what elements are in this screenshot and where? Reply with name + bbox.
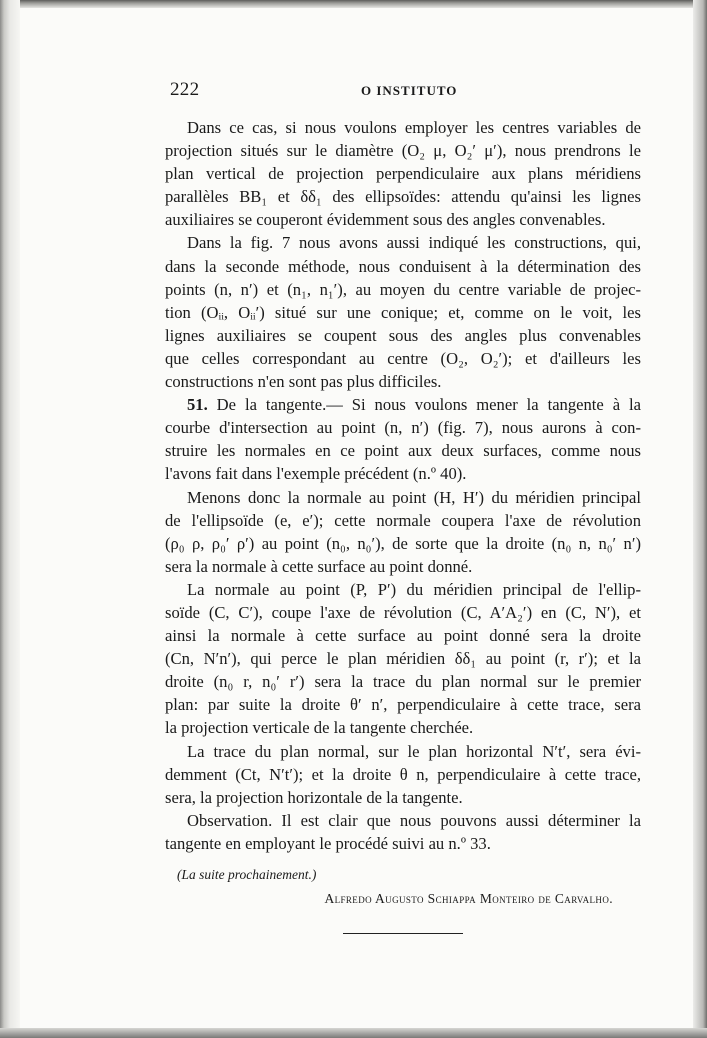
line-text: de l'ellipsoïde (e, e′); cette normale coupera l'axe de révolution: [165, 510, 641, 530]
text-line: [165, 832, 641, 855]
text-line: [165, 624, 641, 647]
text-line: [165, 301, 641, 324]
line-text: que celles correspondant au centre (O₂, O₂′); et d'ailleurs les: [165, 348, 641, 368]
text-line: [165, 439, 641, 462]
line-text: (Cn, N′n′), qui perce le plan méridien δδ₁ au point (r, r′); et la: [165, 649, 641, 669]
text-line: [165, 185, 641, 208]
line-text: sera, la projection horizontale de la tangente.: [165, 787, 463, 807]
body-text: [165, 116, 641, 855]
text-line: [165, 486, 641, 509]
text-line: [165, 462, 641, 485]
text-line: [165, 601, 641, 624]
text-line: [165, 393, 641, 416]
line-text: points (n, n′) et (n₁, n₁′), au moyen du centre variable de projec-: [165, 279, 641, 299]
paragraph: [165, 231, 641, 393]
page-number: 222: [170, 79, 200, 100]
paragraph: [165, 809, 641, 855]
text-line: [165, 647, 641, 670]
line-text: La trace du plan normal, sur le plan horizontal N′t′, sera évi-: [187, 741, 641, 761]
text-line: [165, 139, 641, 162]
continuation-note: (La suite prochainement.): [177, 867, 317, 882]
text-line: [165, 763, 641, 786]
text-line: [165, 324, 641, 347]
text-line: [165, 255, 641, 278]
scan-edge-left: [0, 0, 20, 1038]
paragraph: [165, 393, 641, 485]
text-line: [165, 116, 641, 139]
text-line: [165, 740, 641, 763]
line-text: plan vertical de projection perpendiculaire aux plans méridiens: [165, 164, 641, 184]
text-line: [165, 555, 641, 578]
text-line: [165, 370, 641, 393]
line-text: tangente en employant le procédé suivi au n.º 33.: [165, 833, 491, 853]
text-line: [165, 716, 641, 739]
line-text: dans la seconde méthode, nous conduisent à la détermination des: [165, 256, 641, 276]
paragraph: [165, 116, 641, 231]
page-content: [165, 70, 641, 934]
author-signature: Alfredo Augusto Schiappa Monteiro de Carvalho.: [324, 891, 613, 906]
line-text: l'avons fait dans l'exemple précédent (n.º 40).: [165, 464, 467, 484]
line-text: demment (Ct, N′t′); et la droite θ n, perpendiculaire à cette trace,: [165, 764, 641, 784]
line-text: projection situés sur le diamètre (O₂ μ, O₂′ μ′), nous prendrons le: [165, 141, 641, 161]
scan-edge-top: [0, 0, 707, 8]
line-text: Dans ce cas, si nous voulons employer les centres variables de: [187, 118, 641, 137]
closing-rule: [343, 933, 463, 934]
text-line: [165, 416, 641, 439]
scan-edge-right: [693, 0, 707, 1038]
line-text: struire les normales en ce point aux deux surfaces, comme nous: [165, 441, 641, 461]
text-line: [165, 693, 641, 716]
page-header: [165, 70, 641, 100]
line-text: lignes auxiliaires se coupent sous des angles plus convenables: [165, 325, 641, 345]
text-line: [165, 231, 641, 254]
text-line: [165, 532, 641, 555]
section-number: 51.: [187, 395, 208, 415]
line-text: droite (n₀ r, n₀′ r′) sera la trace du plan normal sur le premier: [165, 672, 641, 692]
text-line: [165, 347, 641, 370]
text-line: [165, 162, 641, 185]
line-text: soïde (C, C′), coupe l'axe de révolution (C, A′A₂′) en (C, N′), et: [165, 602, 641, 622]
line-text: parallèles BB₁ et δδ₁ des ellipsoïdes: attendu qu'ainsi les lignes: [165, 187, 641, 207]
text-line: [165, 786, 641, 809]
paragraph: [165, 486, 641, 578]
line-text: Dans la fig. 7 nous avons aussi indiqué les constructions, qui,: [187, 233, 641, 253]
line-text: la projection verticale de la tangente cherchée.: [165, 718, 474, 738]
text-line: [165, 278, 641, 301]
text-line: [165, 578, 641, 601]
line-text: Observation. Il est clair que nous pouvons aussi déterminer la: [187, 810, 641, 830]
paragraph: [165, 578, 641, 740]
line-text: tion (Oᵢᵢ, Oᵢᵢ′) situé sur une conique; et, comme on le voit, les: [165, 302, 641, 322]
line-text: La normale au point (P, P′) du méridien principal de l'ellip-: [187, 579, 641, 599]
line-text: Menons donc la normale au point (H, H′) du méridien principal: [187, 487, 641, 507]
line-text: sera la normale à cette surface au point donné.: [165, 556, 473, 576]
text-line: [165, 208, 641, 231]
line-text: ainsi la normale à cette surface au point donné sera la droite: [165, 626, 641, 646]
line-text: auxiliaires se couperont évidemment sous des angles convenables.: [165, 210, 606, 230]
line-text: plan: par suite la droite θ′ n′, perpendiculaire à cette trace, sera: [165, 695, 641, 715]
text-line: [165, 809, 641, 832]
text-line: [165, 509, 641, 532]
line-text: constructions n'en sont pas plus difficiles.: [165, 372, 442, 392]
paragraph: [165, 740, 641, 809]
text-line: [165, 670, 641, 693]
scan-edge-bottom: [0, 1028, 707, 1038]
line-text: De la tangente.— Si nous voulons mener la tangente à la: [207, 395, 641, 415]
line-text: courbe d'intersection au point (n, n′) (fig. 7), nous aurons à con-: [165, 418, 641, 438]
line-text: (ρ₀ ρ, ρ₀′ ρ′) au point (n₀, n₀′), de sorte que la droite (n₀ n, n₀′ n′): [165, 533, 641, 553]
running-title: O INSTITUTO: [361, 83, 458, 98]
